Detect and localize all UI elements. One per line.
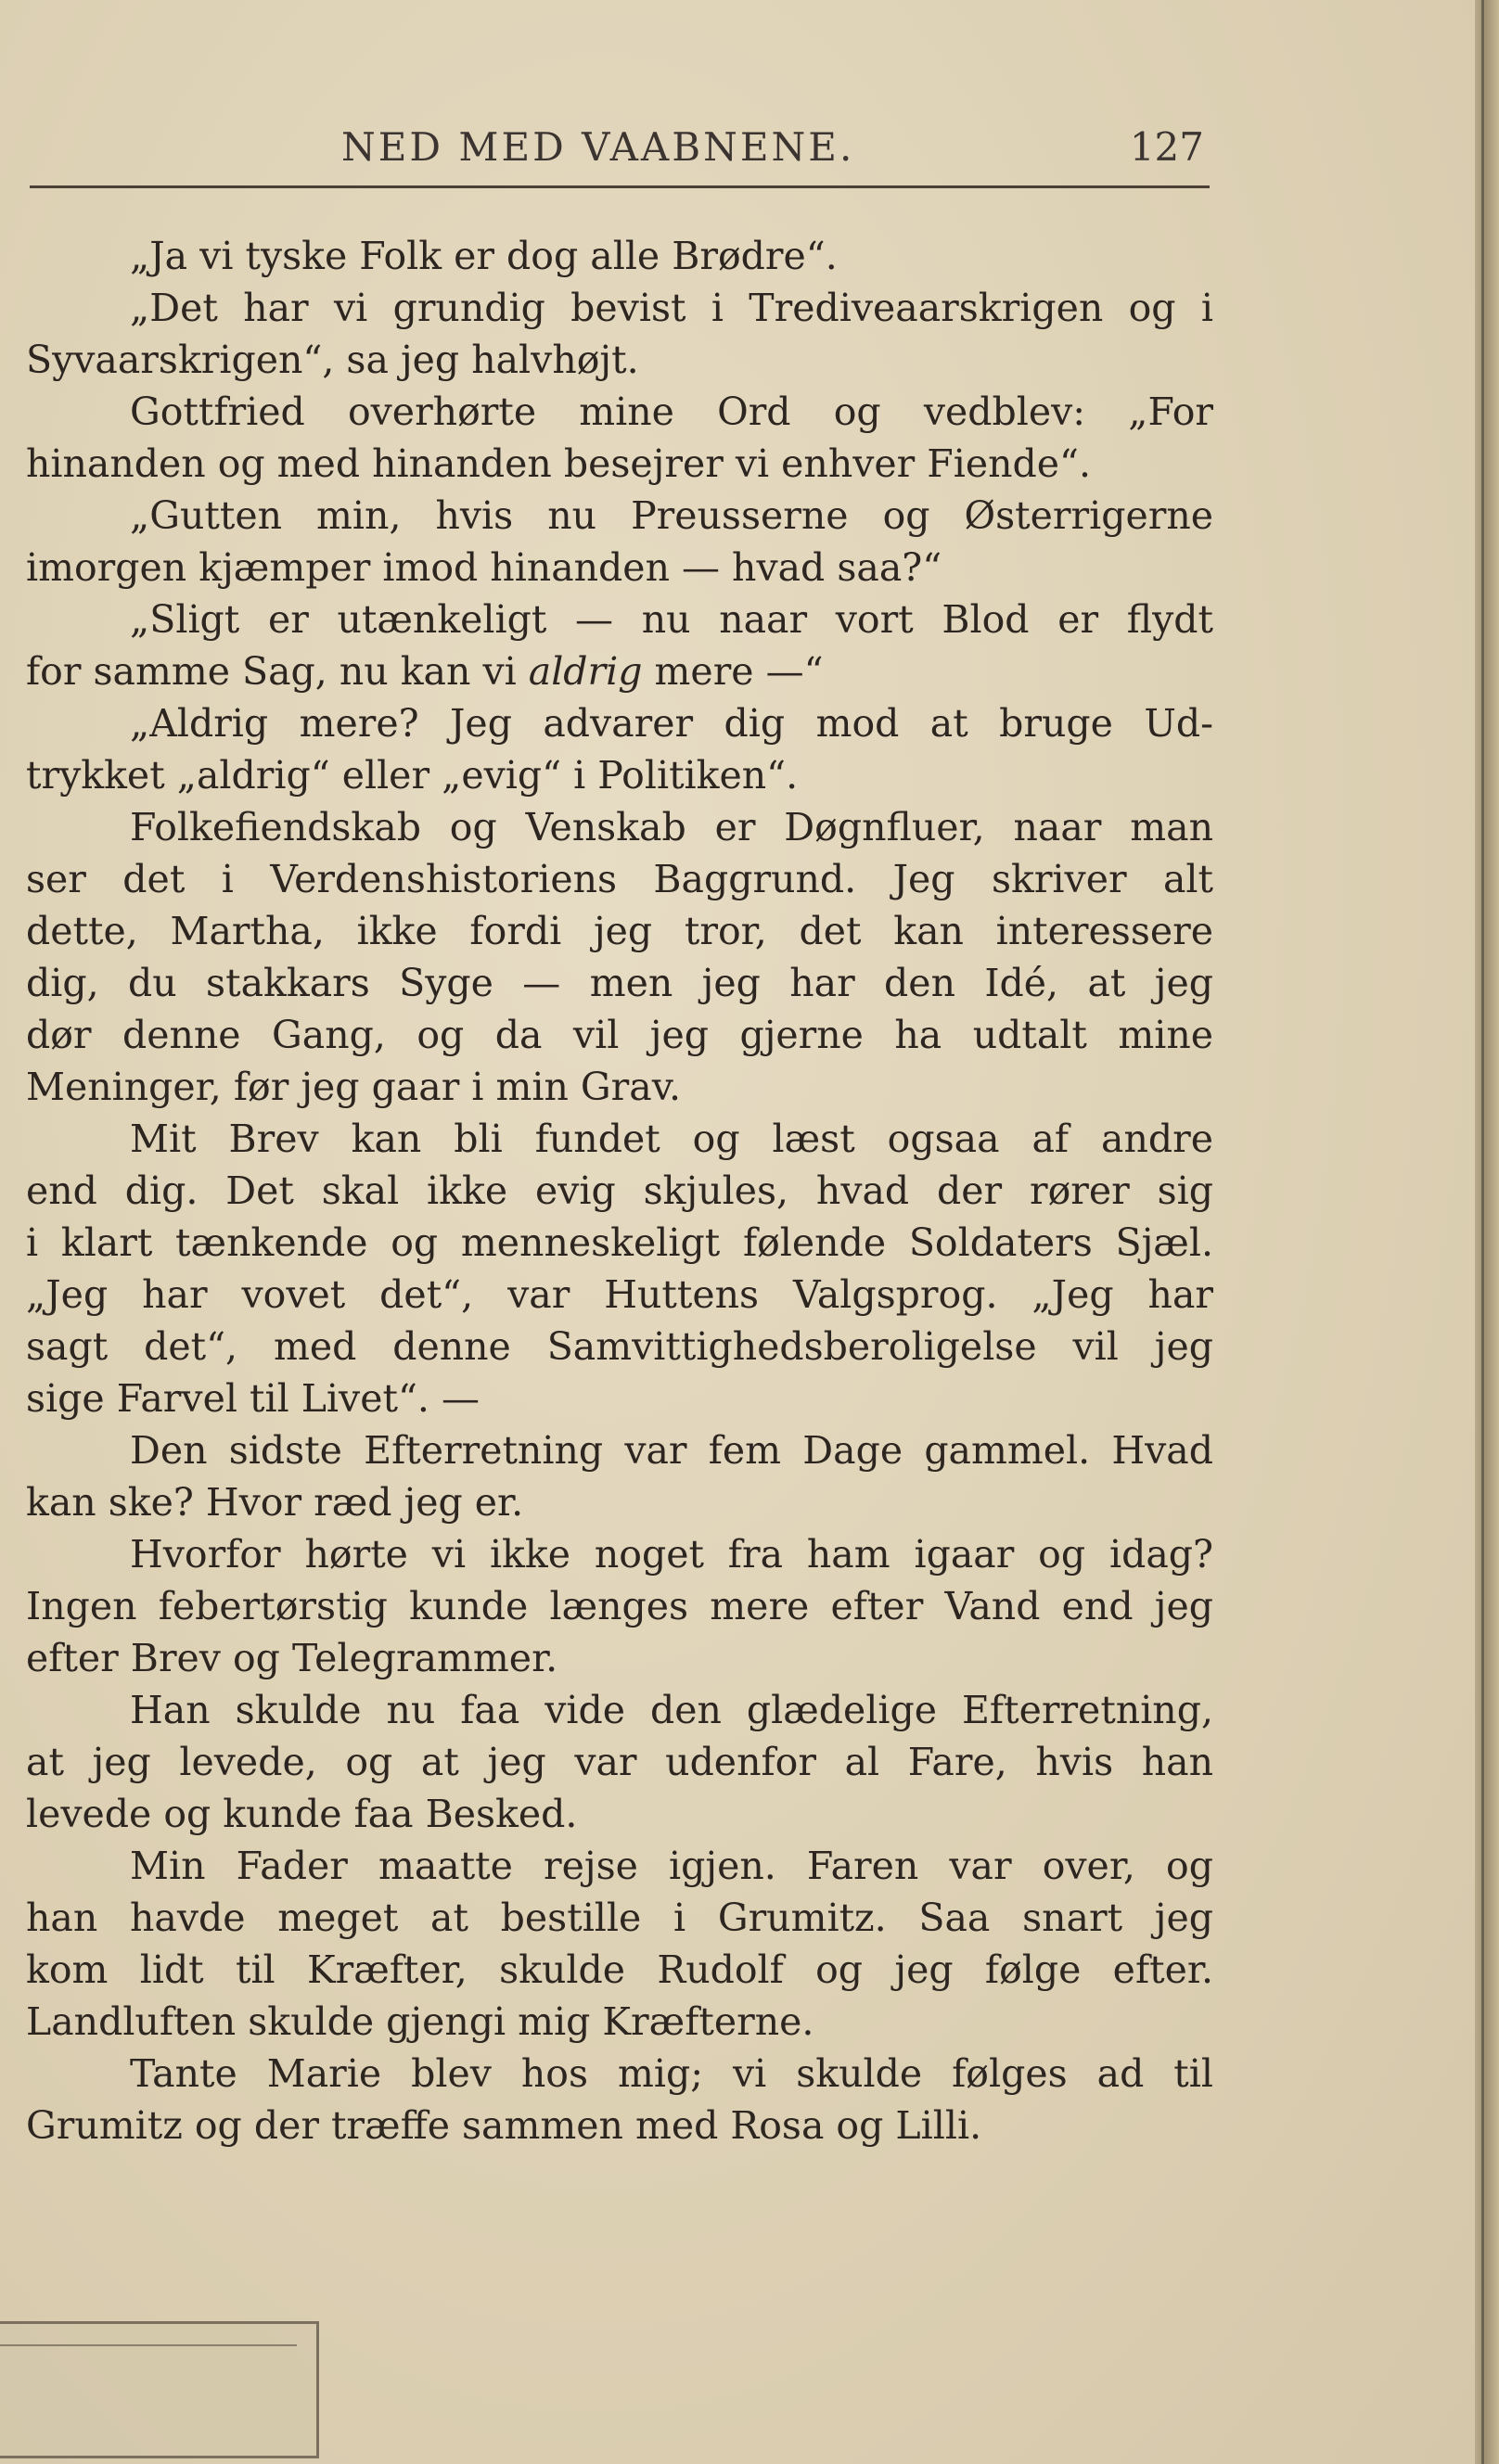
text-line: kom lidt til Kræfter, skulde Rudolf og jeg følge efter. <box>26 1947 1213 1992</box>
text-line: „Ja vi tyske Folk er dog alle Brødre“. <box>130 234 838 278</box>
text-line: Landluften skulde gjengi mig Kræfterne. <box>26 1999 814 2044</box>
text-line: ser det i Verdenshistoriens Baggrund. Jeg skriver alt <box>26 857 1213 901</box>
text-line: Syvaarskrigen“, sa jeg halvhøjt. <box>26 338 639 382</box>
text-line: Grumitz og der træffe sammen med Rosa og Lilli. <box>26 2103 982 2148</box>
library-label <box>0 2321 319 2458</box>
text-line: dig, du stakkars Syge — men jeg har den Idé, at jeg <box>26 961 1213 1005</box>
emphasized-word: aldrig <box>528 649 643 694</box>
text-line: „Jeg har vovet det“, var Huttens Valgsprog. „Jeg har <box>26 1272 1213 1317</box>
text-line: levede og kunde faa Besked. <box>26 1792 578 1836</box>
page-number: 127 <box>1129 124 1204 170</box>
page-edge <box>1475 0 1499 2464</box>
text-line: at jeg levede, og at jeg var udenfor al Fare, hvis han <box>26 1740 1213 1784</box>
text-line: Gottfried overhørte mine Ord og vedblev: „For <box>130 389 1213 434</box>
text-line: imorgen kjæmper imod hinanden — hvad saa?“ <box>26 545 942 590</box>
body-text <box>26 230 1213 2151</box>
text-line: Hvorfor hørte vi ikke noget fra ham igaar og idag? <box>130 1532 1213 1577</box>
text-line: „Aldrig mere? Jeg advarer dig mod at bruge Ud- <box>130 701 1213 746</box>
text-line: „Sligt er utænkeligt — nu naar vort Blod er flydt <box>130 597 1213 642</box>
text-line: han havde meget at bestille i Grumitz. Saa snart jeg <box>26 1896 1213 1940</box>
text-line: Meninger, før jeg gaar i min Grav. <box>26 1065 682 1109</box>
text-line: Den sidste Efterretning var fem Dage gammel. Hvad <box>130 1428 1213 1473</box>
text-line: efter Brev og Telegrammer. <box>26 1636 558 1680</box>
text-line: dør denne Gang, og da vil jeg gjerne ha udtalt mine <box>26 1013 1213 1057</box>
text-line: hinanden og med hinanden besejrer vi enhver Fiende“. <box>26 441 1092 486</box>
header-rule <box>30 185 1210 188</box>
text-line: Min Fader maatte rejse igjen. Faren var over, og <box>130 1844 1213 1888</box>
text-line: Han skulde nu faa vide den glædelige Efterretning, <box>130 1688 1213 1732</box>
text-line: dette, Martha, ikke fordi jeg tror, det kan interessere <box>26 909 1213 953</box>
text-line: Tante Marie blev hos mig; vi skulde følges ad til <box>130 2051 1213 2096</box>
library-label-rule <box>0 2344 297 2346</box>
text-line: i klart tænkende og menneskeligt følende Soldaters Sjæl. <box>26 1220 1213 1265</box>
text-line: Ingen febertørstig kunde længes mere efter Vand end jeg <box>26 1584 1213 1628</box>
page-edge-line <box>1481 0 1484 2464</box>
text-line: sige Farvel til Livet“. — <box>26 1376 480 1421</box>
text-line: kan ske? Hvor ræd jeg er. <box>26 1480 524 1525</box>
text-line: sagt det“, med denne Samvittighedsberoligelse vil jeg <box>26 1324 1213 1369</box>
text-line: Folkefiendskab og Venskab er Døgnfluer, naar man <box>130 805 1213 849</box>
text-line: trykket „aldrig“ eller „evig“ i Politiken“. <box>26 753 799 798</box>
text-line: end dig. Det skal ikke evig skjules, hvad der rører sig <box>26 1168 1213 1213</box>
text-line: Mit Brev kan bli fundet og læst ogsaa af andre <box>130 1117 1213 1161</box>
text-line: „Gutten min, hvis nu Preusserne og Østerrigerne <box>130 493 1213 538</box>
page-header <box>26 124 1204 184</box>
text-line: for samme Sag, nu kan vi aldrig mere —“ <box>26 649 824 694</box>
running-title: NED MED VAABNENE. <box>341 124 855 170</box>
text-line: „Det har vi grundig bevist i Trediveaarskrigen og i <box>130 286 1213 330</box>
